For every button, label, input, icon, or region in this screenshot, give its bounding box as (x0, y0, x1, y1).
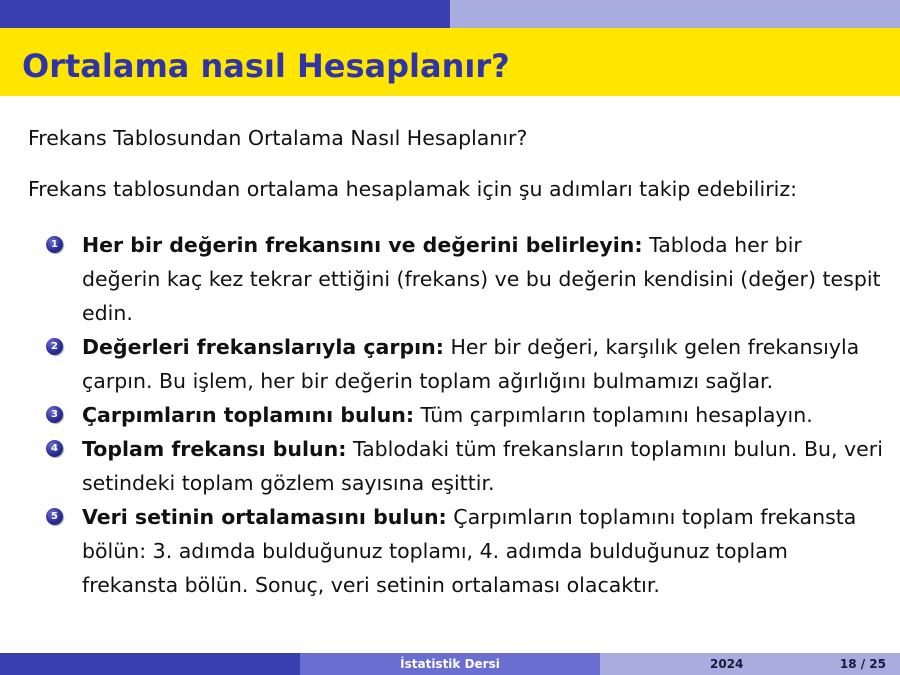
step-text: Tablodaki tüm frekansların toplamını bulun. Bu, veri setindeki toplam gözlem sayısına eşittir. (82, 437, 883, 495)
footer-left (0, 653, 300, 675)
footer-year: 2024 (710, 657, 744, 671)
step-heading: Veri setinin ortalamasını bulun: (82, 505, 447, 529)
step-text: Çarpımların toplamını toplam frekansta bölün: 3. adımda bulduğunuz toplamı, 4. adımda bulduğunuz toplam frekansta bölün. Sonuç, veri setinin ortalaması olacaktır. (82, 505, 857, 597)
step-text: Tüm çarpımların toplamını hesaplayın. (414, 403, 813, 427)
top-bar-right (450, 0, 900, 28)
list-item (46, 432, 886, 500)
slide-title: Ortalama nasıl Hesaplanır? (22, 47, 510, 85)
footer-right (600, 653, 900, 675)
number-bullet-icon: 4 (46, 440, 63, 457)
step-text: Her bir değeri, karşılık gelen frekansıyla çarpın. Bu işlem, her bir değerin toplam ağırlığını bulmamızı sağlar. (82, 335, 860, 393)
step-heading: Toplam frekansı bulun: (82, 437, 347, 461)
number-bullet-icon: 5 (46, 508, 63, 525)
steps-list (46, 228, 886, 602)
step-heading: Değerleri frekanslarıyla çarpın: (82, 335, 444, 359)
list-item (46, 330, 886, 398)
top-header-bar (0, 0, 900, 28)
list-item (46, 500, 886, 602)
step-heading: Her bir değerin frekansını ve değerini belirleyin: (82, 233, 643, 257)
footer-course: İstatistik Dersi (300, 653, 600, 675)
top-bar-left (0, 0, 450, 28)
step-text: Tabloda her bir değerin kaç kez tekrar ettiğini (frekans) ve bu değerin kendisini (değer) tespit edin. (82, 233, 881, 325)
footer-bar (0, 653, 900, 675)
number-bullet-icon: 1 (46, 236, 63, 253)
page-number: 18 / 25 (839, 657, 886, 671)
intro-text: Frekans tablosundan ortalama hesaplamak için şu adımları takip edebiliriz: (28, 177, 797, 201)
list-item (46, 228, 886, 330)
subtitle-text: Frekans Tablosundan Ortalama Nasıl Hesaplanır? (28, 126, 528, 150)
step-heading: Çarpımların toplamını bulun: (82, 403, 415, 427)
list-item (46, 398, 886, 432)
number-bullet-icon: 2 (46, 338, 63, 355)
number-bullet-icon: 3 (46, 406, 63, 423)
